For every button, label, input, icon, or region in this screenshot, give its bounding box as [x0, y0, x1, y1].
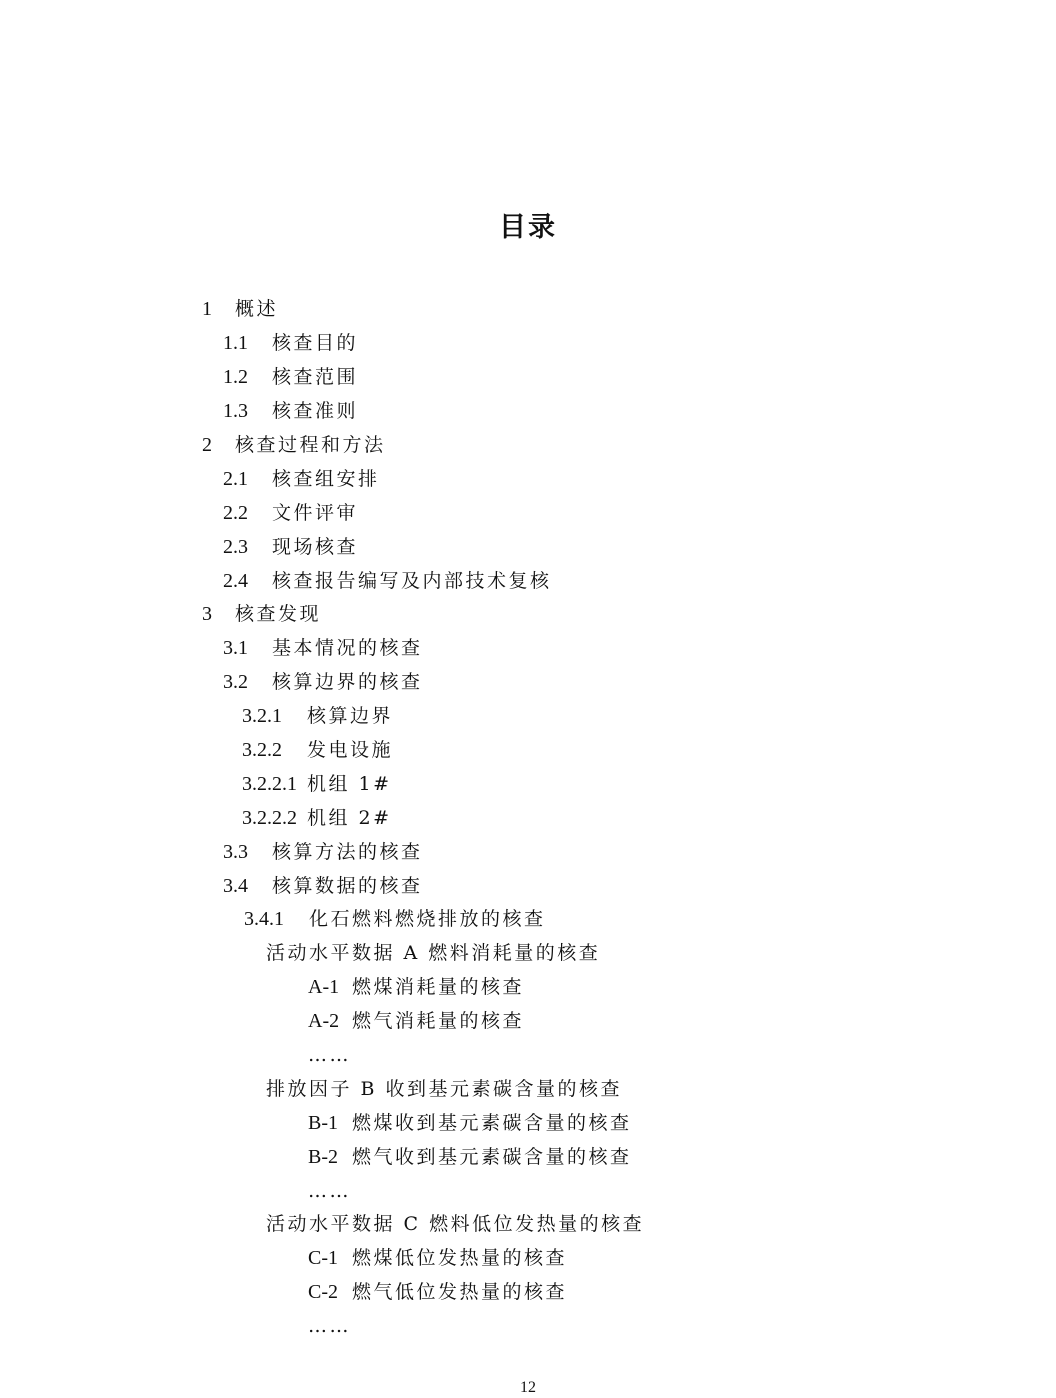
toc-item-a-1[interactable] — [308, 972, 524, 1002]
toc-number: B-2 — [308, 1146, 338, 1168]
toc-title: 排放因子 B 收到基元素碳含量的核查 — [266, 1078, 623, 1100]
toc-title: 核查组安排 — [272, 468, 380, 490]
toc-item-activity-data-c[interactable] — [266, 1209, 644, 1239]
toc-number: B-1 — [308, 1112, 338, 1134]
toc-title: 机组 2# — [307, 807, 392, 829]
toc-item-3-3[interactable] — [223, 837, 423, 867]
toc-title: 燃煤低位发热量的核查 — [352, 1247, 568, 1269]
toc-title: …… — [308, 1180, 351, 1202]
toc-title: 核查过程和方法 — [235, 434, 386, 456]
toc-item-2-1[interactable] — [223, 464, 380, 494]
toc-item-3-4-1[interactable] — [244, 904, 546, 934]
toc-title: …… — [308, 1044, 351, 1066]
toc-title: 活动水平数据 C 燃料低位发热量的核查 — [266, 1213, 645, 1235]
toc-title: …… — [308, 1315, 351, 1337]
toc-number: 3.2.2 — [242, 739, 282, 761]
toc-item-a-2[interactable] — [308, 1006, 524, 1036]
toc-number: 2.2 — [223, 502, 248, 524]
toc-title: 核算边界的核查 — [272, 671, 423, 693]
toc-item-3-4[interactable] — [223, 871, 423, 901]
toc-number: 2 — [202, 434, 212, 456]
toc-number: 2.3 — [223, 536, 248, 558]
toc-item-3-1[interactable] — [223, 633, 423, 663]
toc-title: 燃煤消耗量的核查 — [352, 976, 525, 998]
toc-item-2-3[interactable] — [223, 532, 358, 562]
toc-number: 1.2 — [223, 366, 248, 388]
toc-ellipsis — [308, 1311, 351, 1341]
toc-title: 核查发现 — [235, 603, 322, 625]
toc-number: 3.1 — [223, 637, 248, 659]
toc-title: 化石燃料燃烧排放的核查 — [309, 908, 546, 930]
toc-number: 1.3 — [223, 400, 248, 422]
toc-item-activity-data-a[interactable] — [266, 938, 600, 968]
toc-ellipsis — [308, 1176, 351, 1206]
toc-number: 3 — [202, 603, 212, 625]
toc-item-3-2-2-1[interactable] — [242, 769, 392, 799]
toc-item-2-4[interactable] — [223, 566, 552, 596]
toc-title: 核查范围 — [272, 366, 359, 388]
toc-title: 机组 1# — [307, 773, 392, 795]
toc-item-3[interactable] — [202, 599, 321, 629]
toc-item-2[interactable] — [202, 430, 386, 460]
page-title: 目录 — [499, 212, 557, 243]
toc-title: 核算方法的核查 — [272, 841, 423, 863]
toc-number: 3.4.1 — [244, 908, 284, 930]
toc-title: 核查报告编写及内部技术复核 — [272, 570, 552, 592]
toc-item-emission-factor-b[interactable] — [266, 1074, 622, 1104]
toc-title: 核算边界 — [307, 705, 394, 727]
toc-number: 3.2 — [223, 671, 248, 693]
toc-number: 2.4 — [223, 570, 248, 592]
toc-number: A-1 — [308, 976, 340, 998]
toc-title: 基本情况的核查 — [272, 637, 423, 659]
toc-title: 概述 — [235, 298, 279, 320]
toc-item-3-2-2-2[interactable] — [242, 803, 392, 833]
toc-title: 核查目的 — [272, 332, 359, 354]
toc-title: 现场核查 — [272, 536, 359, 558]
toc-item-1[interactable] — [202, 294, 278, 324]
toc-number: 2.1 — [223, 468, 248, 490]
toc-number: 1.1 — [223, 332, 248, 354]
toc-title: 发电设施 — [307, 739, 394, 761]
toc-item-c-1[interactable] — [308, 1243, 567, 1273]
toc-number: 3.2.2.2 — [242, 807, 297, 829]
toc-title: 燃煤收到基元素碳含量的核查 — [352, 1112, 632, 1134]
toc-item-3-2[interactable] — [223, 667, 423, 697]
toc-number: 3.2.2.1 — [242, 773, 297, 795]
toc-number: 3.3 — [223, 841, 248, 863]
toc-title: 燃气低位发热量的核查 — [352, 1281, 568, 1303]
toc-number: 3.2.1 — [242, 705, 282, 727]
toc-item-3-2-1[interactable] — [242, 701, 393, 731]
toc-title: 燃气收到基元素碳含量的核查 — [352, 1146, 632, 1168]
toc-item-2-2[interactable] — [223, 498, 358, 528]
toc-item-1-1[interactable] — [223, 328, 358, 358]
toc-number: 3.4 — [223, 875, 248, 897]
toc-item-b-2[interactable] — [308, 1142, 632, 1172]
toc-item-3-2-2[interactable] — [242, 735, 393, 765]
toc-item-1-3[interactable] — [223, 396, 358, 426]
page-number: 12 — [520, 1379, 536, 1396]
toc-ellipsis — [308, 1040, 351, 1070]
toc-title: 文件评审 — [272, 502, 359, 524]
toc-number: C-1 — [308, 1247, 338, 1269]
toc-title: 燃气消耗量的核查 — [352, 1010, 525, 1032]
toc-item-1-2[interactable] — [223, 362, 358, 392]
toc-title: 核算数据的核查 — [272, 875, 423, 897]
toc-title: 核查准则 — [272, 400, 359, 422]
toc-title: 活动水平数据 A 燃料消耗量的核查 — [266, 942, 601, 964]
toc-item-c-2[interactable] — [308, 1277, 567, 1307]
toc-item-b-1[interactable] — [308, 1108, 632, 1138]
toc-number: C-2 — [308, 1281, 338, 1303]
toc-number: A-2 — [308, 1010, 340, 1032]
toc-number: 1 — [202, 298, 212, 320]
